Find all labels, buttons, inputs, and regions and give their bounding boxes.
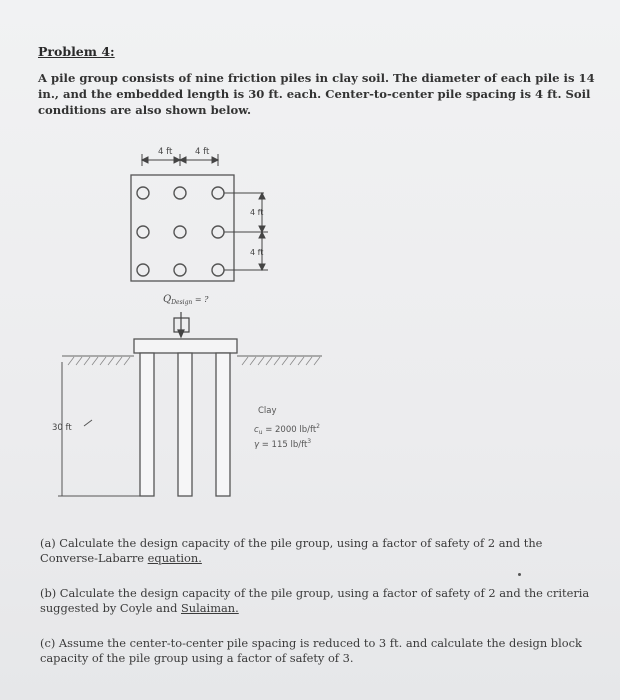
soil-name-label: Clay	[258, 406, 277, 416]
pile-plan	[212, 226, 224, 238]
problem-title: Problem 4:	[38, 44, 115, 59]
spacing-label-top-2: 4 ft	[195, 147, 210, 157]
unit-weight-label: γ = 115 $lb/ft^3$	[254, 438, 312, 450]
pile-plan	[174, 264, 186, 276]
question-a-text: (a) Calculate the design capacity of the pile group, using a factor of safety of 2 and the Converse-Labarre	[40, 536, 543, 565]
pile-elevation	[140, 353, 154, 496]
embedded-length-label: 30 ft	[52, 423, 72, 433]
spacing-label-top-1: 4 ft	[158, 147, 173, 157]
stray-mark	[518, 573, 521, 576]
pile-plan	[212, 264, 224, 276]
problem-statement: A pile group consists of nine friction piles in clay soil. The diameter of each pile is 14 in., and the embedded length is 30 ft. each. Center-to-center pile spacing is 4 ft. Soil conditions are also shown below.	[38, 71, 595, 117]
cohesion-label: $c_u = 2000$ $lb/ft^2$	[254, 423, 320, 436]
pile-plan	[137, 264, 149, 276]
pile-plan	[174, 226, 186, 238]
question-c: (c) Assume the center-to-center pile spacing is reduced to 3 ft. and calculate the design block capacity of the pile group using a factor of safety of 3.	[40, 636, 582, 665]
pile-plan	[137, 226, 149, 238]
spacing-label-side-2: 4 ft	[250, 248, 264, 257]
pile-plan	[137, 187, 149, 199]
load-arrow	[174, 312, 189, 337]
pile-plan	[174, 187, 186, 199]
question-b-text: (b) Calculate the design capacity of the pile group, using a factor of safety of 2 and the criteria suggested by Coyle and	[40, 586, 590, 615]
pile-cap-elevation	[134, 339, 237, 353]
question-b	[40, 586, 600, 616]
question-a-underlined: equation.	[147, 551, 202, 565]
question-b-underlined: Sulaiman.	[180, 601, 239, 615]
spacing-label-side-1: 4 ft	[250, 208, 264, 217]
pile-elevation	[216, 353, 230, 496]
pile-elevation	[178, 353, 192, 496]
question-a	[40, 536, 600, 566]
design-load-label: $Q_{Design}$ = ?	[163, 294, 209, 306]
side-dimension	[224, 193, 268, 270]
pile-plan	[212, 187, 224, 199]
